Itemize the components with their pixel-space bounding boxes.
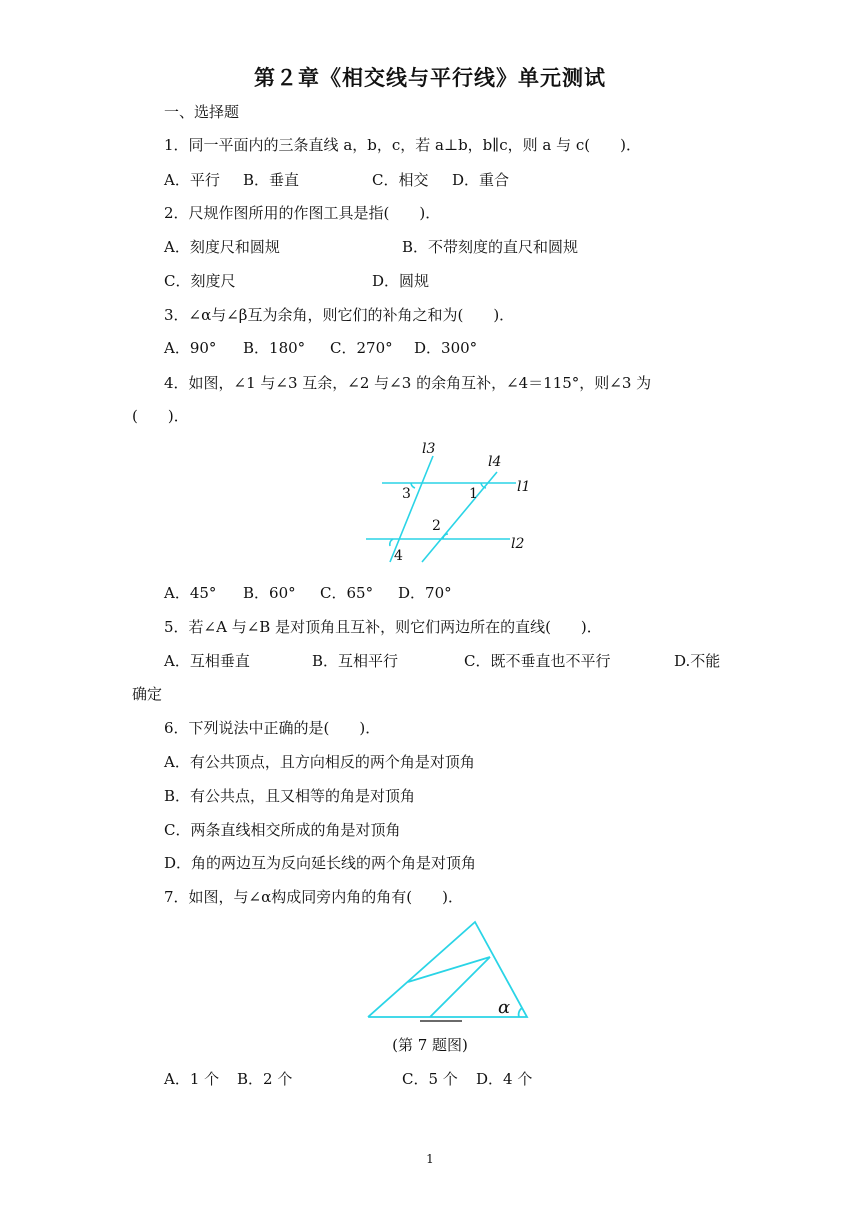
label-l4: l4	[488, 454, 502, 470]
q7-option-b: B．2 个	[237, 1070, 293, 1088]
question-4-stem-line1: 4．如图，∠1 与∠3 互余，∠2 与∠3 的余角互补，∠4＝115°，则∠3 为	[164, 374, 652, 392]
q4-option-d: D．70°	[398, 584, 452, 602]
line-l4	[422, 472, 497, 562]
label-l2: l2	[511, 536, 525, 552]
q7-option-d: D．4 个	[476, 1070, 533, 1088]
q5-option-b: B．互相平行	[312, 652, 399, 670]
question-3-stem: 3．∠α与∠β互为余角，则它们的补角之和为( )．	[164, 306, 515, 324]
question-7-stem: 7．如图，与∠α构成同旁内角的角有( )．	[164, 888, 463, 906]
q2-option-d: D．圆规	[372, 272, 430, 290]
q6-option-c: C．两条直线相交所成的角是对顶角	[164, 821, 401, 839]
question-5-stem: 5．若∠A 与∠B 是对顶角且互补，则它们两边所在的直线( )．	[164, 618, 602, 636]
q4-option-b: B．60°	[243, 584, 296, 602]
label-angle-2: 2	[432, 518, 441, 534]
q2-option-c: C．刻度尺	[164, 272, 236, 290]
q3-option-b: B．180°	[243, 339, 306, 357]
q4-option-c: C．65°	[320, 584, 374, 602]
q2-option-b: B．不带刻度的直尺和圆规	[402, 238, 579, 256]
q7-figure	[364, 918, 532, 1024]
q3-option-d: D．300°	[414, 339, 478, 357]
q1-option-c: C．相交	[372, 171, 429, 189]
section-heading: 一、选择题	[164, 103, 240, 121]
label-l3: l3	[422, 441, 436, 457]
q6-option-b: B．有公共点，且又相等的角是对顶角	[164, 787, 416, 805]
q1-option-b: B．垂直	[243, 171, 300, 189]
label-l1: l1	[517, 479, 531, 495]
q2-option-a: A．刻度尺和圆规	[164, 238, 280, 256]
question-2-stem: 2．尺规作图所用的作图工具是指( )．	[164, 204, 441, 222]
q6-option-d: D．角的两边互为反向延长线的两个角是对顶角	[164, 854, 477, 872]
q1-option-a: A．平行	[164, 171, 220, 189]
page-title: 第２章《相交线与平行线》单元测试	[254, 66, 606, 90]
question-1-stem: 1．同一平面内的三条直线 a，b，c，若 a⊥b，b∥c，则 a 与 c( )．	[164, 136, 641, 154]
q6-option-a: A．有公共顶点，且方向相反的两个角是对顶角	[164, 753, 475, 771]
q4-option-a: A．45°	[164, 584, 217, 602]
q1-option-d: D．重合	[452, 171, 510, 189]
question-4-stem-line2: ( )．	[132, 407, 189, 425]
q7-option-c: C．5 个	[402, 1070, 458, 1088]
label-angle-1: 1	[469, 486, 478, 502]
label-angle-3: 3	[402, 486, 411, 502]
q5-option-c: C．既不垂直也不平行	[464, 652, 611, 670]
q4-figure	[366, 436, 532, 568]
line-l3	[390, 456, 433, 562]
label-alpha: α	[498, 997, 511, 1018]
angle-alpha-arc	[519, 1008, 522, 1017]
question-6-stem: 6．下列说法中正确的是( )．	[164, 719, 381, 737]
q7-option-a: A．1 个	[164, 1070, 220, 1088]
q5-option-d: D.不能	[674, 652, 721, 670]
q5-option-d-wrap: 确定	[132, 685, 163, 703]
q3-option-a: A．90°	[164, 339, 217, 357]
page-number: 1	[426, 1152, 434, 1166]
q7-figure-caption: (第 7 题图)	[392, 1036, 468, 1054]
label-angle-4: 4	[394, 548, 403, 564]
q5-option-a: A．互相垂直	[164, 652, 250, 670]
angle-4-arc	[390, 539, 393, 546]
q3-option-c: C．270°	[330, 339, 393, 357]
